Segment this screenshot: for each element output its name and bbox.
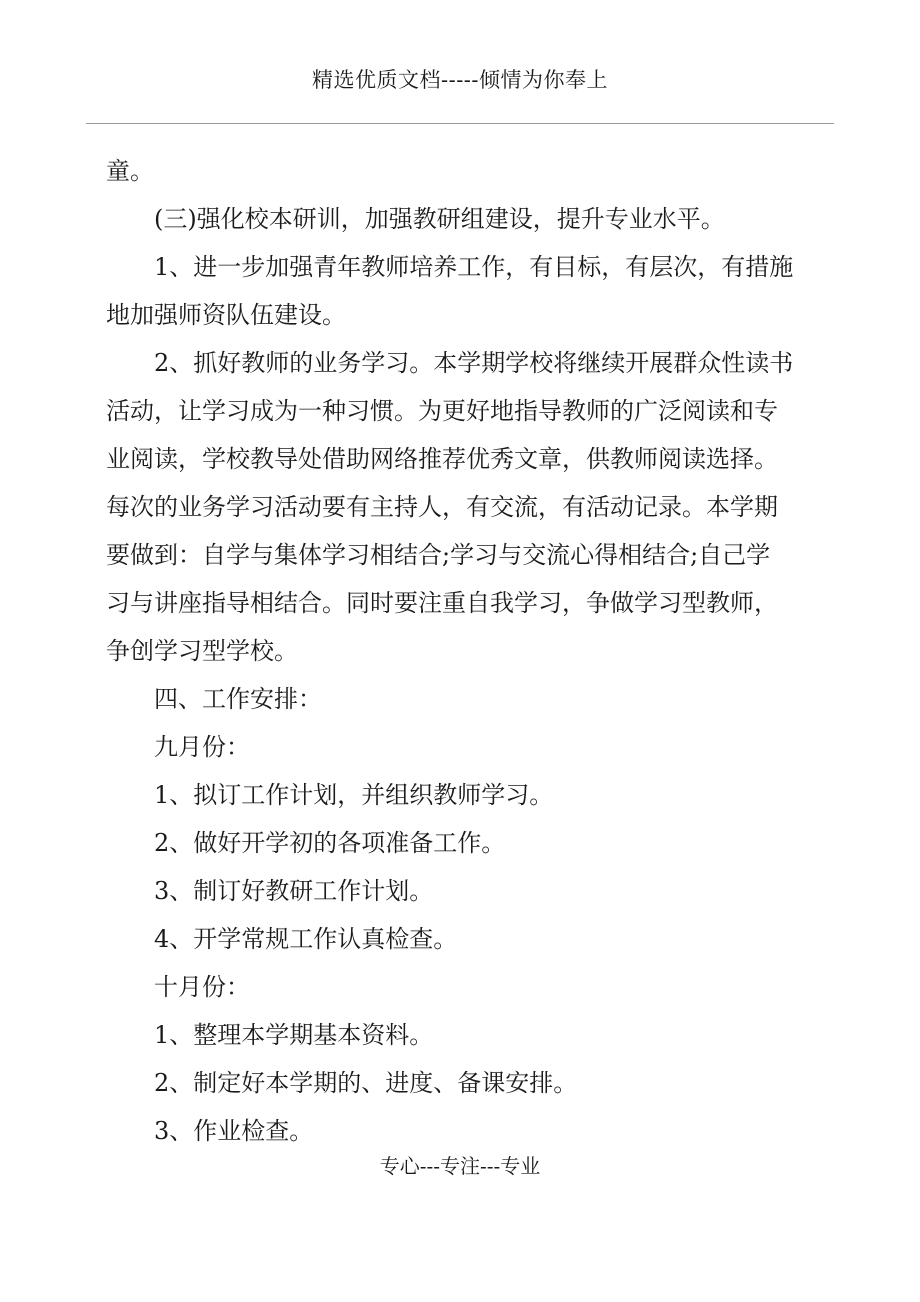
page-header: 精选优质文档-----倾情为你奉上 [312,68,608,92]
list-item: 4、开学常规工作认真检查。 [154,925,458,953]
paragraph-line: 活动，让学习成为一种习惯。为更好地指导教师的广泛阅读和专 [106,397,778,425]
paragraph-line: 争创学习型学校。 [106,637,298,665]
paragraph-line: 要做到：自学与集体学习相结合;学习与交流心得相结合;自己学 [106,541,771,569]
paragraph-line: 业阅读，学校教导处借助网络推荐优秀文章，供教师阅读选择。 [106,445,778,473]
text-line: 童。 [106,157,154,185]
section-heading: (三)强化校本研训，加强教研组建设，提升专业水平。 [154,205,725,233]
list-item: 1、整理本学期基本资料。 [154,1021,434,1049]
document-body [106,147,814,1155]
list-item: 3、制订好教研工作计划。 [154,877,434,905]
page-footer: 专心---专注---专业 [379,1154,541,1178]
list-item: 3、作业检查。 [154,1117,314,1145]
header-divider [86,123,834,124]
paragraph-line: 1、进一步加强青年教师培养工作，有目标，有层次，有措施 [154,253,794,281]
paragraph-line: 地加强师资队伍建设。 [106,301,346,329]
list-item: 1、拟订工作计划，并组织教师学习。 [154,781,554,809]
paragraph-line: 每次的业务学习活动要有主持人，有交流，有活动记录。本学期 [106,493,778,521]
paragraph-line: 习与讲座指导相结合。同时要注重自我学习，争做学习型教师， [106,589,778,617]
section-heading: 四、工作安排： [154,685,322,713]
list-item: 2、做好开学初的各项准备工作。 [154,829,506,857]
paragraph-line: 2、抓好教师的业务学习。本学期学校将继续开展群众性读书 [154,349,794,377]
list-item: 2、制定好本学期的、进度、备课安排。 [154,1069,578,1097]
month-heading: 九月份： [154,733,250,761]
month-heading: 十月份： [154,973,250,1001]
